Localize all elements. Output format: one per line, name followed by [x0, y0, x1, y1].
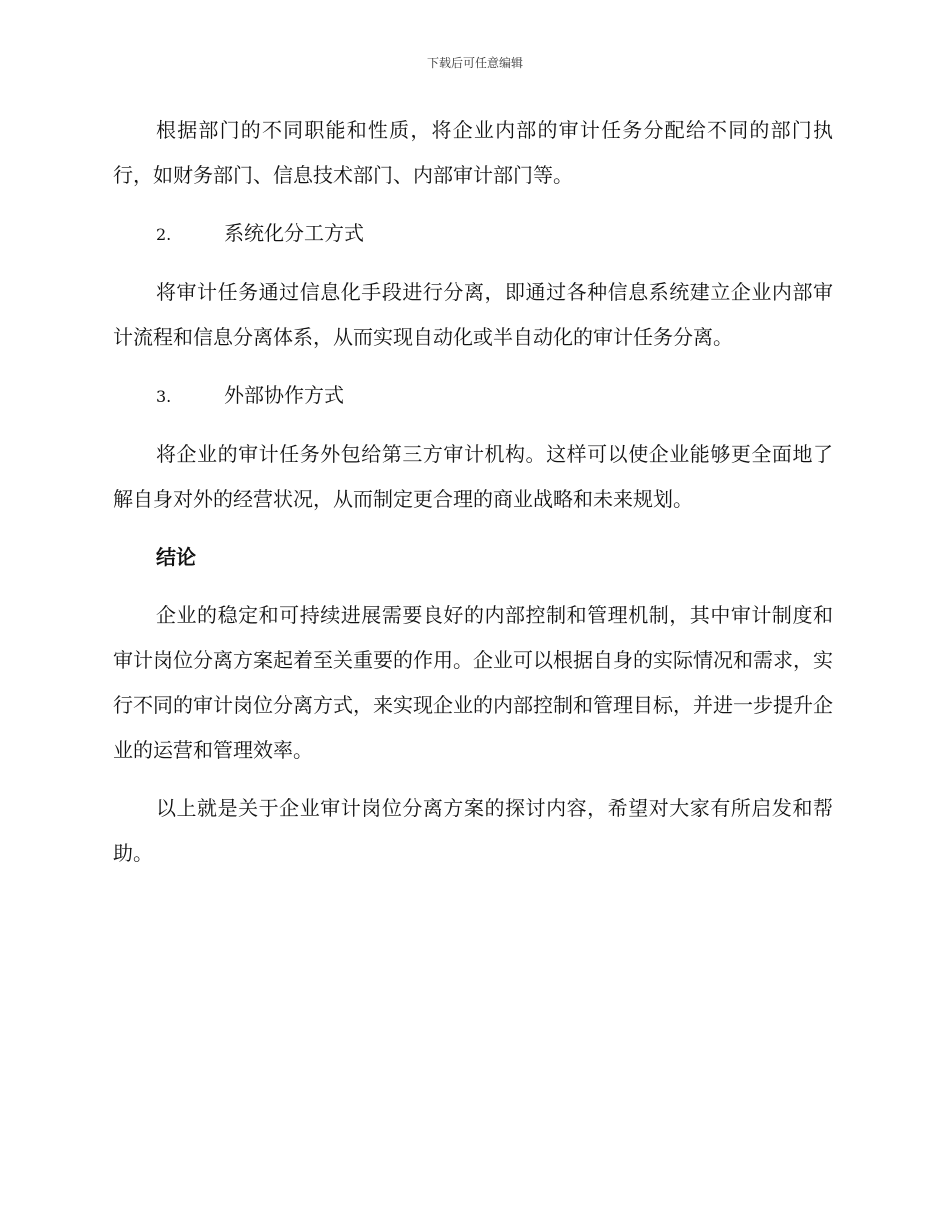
list-item-number: 2. [156, 225, 172, 244]
paragraph-external-collaboration: 将企业的审计任务外包给第三方审计机构。这样可以使企业能够更全面地了解自身对外的经营状况，从而制定更合理的商业战略和未来规划。 [113, 442, 833, 511]
paragraph-conclusion: 企业的稳定和可持续进展需要良好的内部控制和管理机制，其中审计制度和审计岗位分离方案起着至关重要的作用。企业可以根据自身的实际情况和需求，实行不同的审计岗位分离方式，来实现企业的内部控制和管理目标，并进一步提升企业的运营和管理效率。 [113, 603, 833, 762]
list-item-3 [113, 373, 833, 419]
document-body [113, 108, 833, 889]
page-header: 下载后可任意编辑 [426, 56, 523, 70]
list-item-number: 3. [156, 387, 172, 406]
paragraph-department-division: 根据部门的不同职能和性质，将企业内部的审计任务分配给不同的部门执行，如财务部门、信息技术部门、内部审计部门等。 [113, 118, 833, 187]
list-item-title: 系统化分工方式 [224, 221, 364, 245]
list-item-title: 外部协作方式 [224, 383, 344, 407]
conclusion-heading: 结论 [156, 545, 196, 569]
list-item-2 [113, 211, 833, 257]
paragraph-closing: 以上就是关于企业审计岗位分离方案的探讨内容，希望对大家有所启发和帮助。 [113, 796, 833, 865]
paragraph-systematic-division: 将审计任务通过信息化手段进行分离，即通过各种信息系统建立企业内部审计流程和信息分离体系，从而实现自动化或半自动化的审计任务分离。 [113, 280, 833, 349]
